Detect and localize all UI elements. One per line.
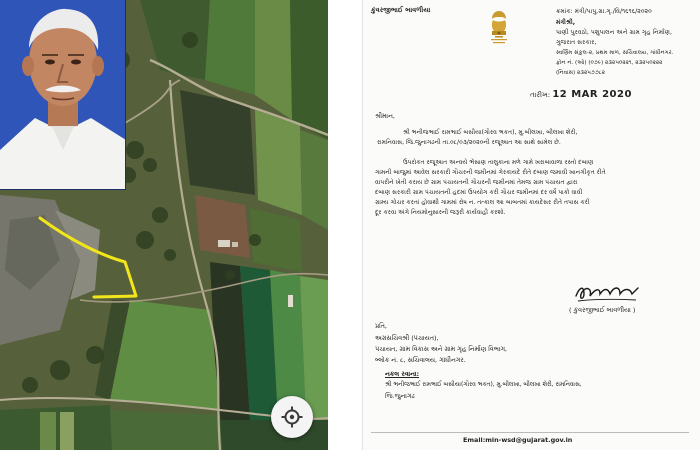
- body-line: દૂર કરવા અંગે નિયમોનુસારની જરૂરી કાર્યવાહી કરશો.: [375, 209, 506, 216]
- satellite-map[interactable]: [0, 0, 328, 450]
- body-line: વાપરીને ખેતી કરાય છે ગ્રામ પંચાયતની ગૌચરની જમીનમાં તેમજ ગ્રામ પંચાયત દ્વારા: [375, 179, 578, 186]
- locate-button[interactable]: [271, 396, 313, 438]
- office-phone: ફોન નં. (ઓ) (૦૭૯) ૨૩૨૫૦૨૨૧, ૨૩૨૫૦૨૨૨: [556, 60, 663, 66]
- recipient-line: બ્લોક નં. ૮, સચિવાલય, ગાંધીનગર.: [375, 356, 466, 364]
- office-residence-phone: (નિવાસ) ૨૩૨૫૭૭૮૨: [556, 70, 606, 76]
- reference-number: ક્રમાંક: મંત્રી/પાપુ.ગ્રા.ગૃ./વિ/૧૬૧૬/૨૦૨૦: [556, 8, 652, 15]
- portrait-photo: [0, 0, 126, 190]
- body-line: ગ્રામ્ય ગોચર કરતાં હોવાથી ગામમાં રોષ ન. તત્કાલ આ બાબતમાં કાયદેસર રીતે તપાસ કરી: [375, 199, 590, 206]
- recipient-line: પંચાયત, ગ્રામ વિકાસ અને ગ્રામ ગૃહ નિર્માણ વિભાગ,: [375, 345, 508, 353]
- date-value: 12 MAR 2020: [552, 89, 632, 100]
- copy-to-line: શ્રી ભનીજભાઈ રામભાઈ બસીયા(ગૌરવ ભકત), મુ.બીલખા, બીલખા શેરી, રામનિવાસ,: [385, 382, 582, 388]
- locate-crosshair-icon: [281, 406, 303, 428]
- salutation: શ્રીમાન,: [375, 112, 395, 120]
- copy-to-line: જિ.જુનાગઢ: [385, 392, 415, 400]
- recipient-line: અગ્રસચિવશ્રી (પંચાયત),: [375, 334, 439, 342]
- footer-email: Email:min-wsd@gujarat.gov.in: [463, 436, 573, 444]
- handwritten-signature: [572, 282, 642, 304]
- subject-line: શ્રી ભનીજભાઈ રામભાઈ બસીયા(ગૌરવ ભકત), મુ.બીલખા, બીલખા શેરી,: [403, 129, 578, 136]
- signature-name: ( કુંવરજીભાઈ બાવળીયા ): [569, 306, 636, 314]
- office-title: મંત્રીશ્રી,: [556, 19, 576, 26]
- footer-divider: [371, 432, 689, 433]
- date-label: તારીખ:: [530, 91, 551, 99]
- subject-line: રામનિવાસ, જિ.જુનાગઢની તા.૦૮/૦૩/૨૦૨૦ની રજૂઆત આ સાથે સામેલ છે.: [377, 139, 561, 146]
- body-line: ગામની બાજુમાં આવેલ સરકારી ગૌચરની જમીનમાં ગેરકાયદે રીતે દબાણ જમાવી ખાનગીકૃત રીતે: [375, 169, 606, 176]
- to-label: પ્રતિ,: [375, 322, 387, 330]
- office-government: ગુજરાત સરકાર,: [556, 39, 597, 46]
- state-emblem-icon: [487, 10, 511, 46]
- official-letter: [362, 0, 700, 450]
- body-line: ઉપરોકત રજૂઆત અન્વયે ભેંસાણ તાલુકાના મળે ગામે ખરાબાવાળા રસ્તો દબાણ: [403, 159, 594, 166]
- sender-name: કુંવરજીભાઈ બાવળીયા: [371, 6, 431, 14]
- letter-date: [530, 90, 632, 100]
- person-portrait: [0, 0, 126, 190]
- office-address: સ્વર્ણિમ સંકુલ-૨, પ્રથમ માળ, સચિવાલય, ગાંધીનગર.: [556, 50, 674, 56]
- copy-label: નકલ રવાના:: [385, 370, 420, 378]
- body-line: દબાણ સરકારી ગ્રામ પંચાયતની હદમાં ઉપયોગ કરી ગૌચર જમીનમાં દર વર્ષે પાકો વાવી: [375, 189, 583, 196]
- office-department: પાણી પુરવઠો, પશુપાલન અને ગ્રામ ગૃહ નિર્માણ,: [556, 29, 672, 36]
- panel-gap: [328, 0, 362, 450]
